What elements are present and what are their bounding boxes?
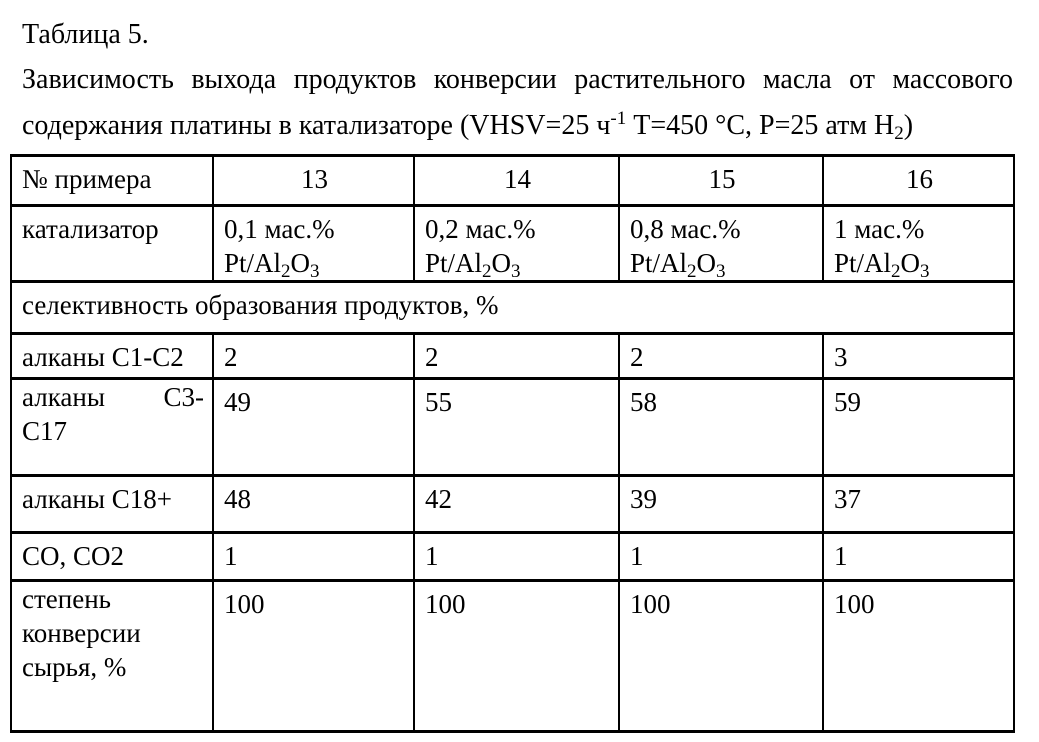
results-table — [10, 154, 1015, 733]
value-cell: 48 — [213, 476, 414, 533]
formula-part: Pt/Al — [425, 248, 483, 278]
formula-part: O — [900, 248, 921, 278]
row-label-example-number: № примера — [11, 156, 213, 206]
table-row-catalyst — [11, 206, 1014, 282]
row-label-co-co2: CO, CO2 — [11, 533, 213, 581]
value-cell: 59 — [823, 379, 1014, 476]
example-number-cell: 16 — [823, 156, 1014, 206]
table-row-alkanes-c3-c17 — [11, 379, 1014, 476]
value-cell: 42 — [414, 476, 619, 533]
value-cell: 2 — [213, 334, 414, 379]
catalyst-amount: 0,8 мас.% — [630, 214, 741, 244]
catalyst-amount: 0,2 мас.% — [425, 214, 536, 244]
value-cell: 2 — [619, 334, 823, 379]
table-row-alkanes-c1-c2 — [11, 334, 1014, 379]
label-line: C17 — [22, 416, 68, 446]
value-cell: 58 — [619, 379, 823, 476]
catalyst-formula — [425, 246, 610, 280]
caption-text-part: ) — [903, 110, 914, 141]
value-cell: 3 — [823, 334, 1014, 379]
formula-subscript: 3 — [310, 261, 320, 282]
formula-part: Pt/Al — [630, 248, 688, 278]
example-number-cell: 15 — [619, 156, 823, 206]
catalyst-formula — [224, 246, 405, 280]
table-row-alkanes-c18plus — [11, 476, 1014, 533]
label-line: сырья, % — [22, 652, 127, 682]
label-line-justified — [22, 380, 204, 414]
formula-subscript: 3 — [511, 261, 521, 282]
label-word: алканы — [22, 382, 105, 412]
table-row-co-co2 — [11, 533, 1014, 581]
value-cell: 39 — [619, 476, 823, 533]
value-cell: 1 — [213, 533, 414, 581]
table-row-section-header — [11, 282, 1014, 334]
table-row-conversion-degree — [11, 581, 1014, 732]
example-number-cell: 14 — [414, 156, 619, 206]
caption-text-part: содержания платины в катализаторе (VHSV=25 ч — [22, 110, 611, 141]
section-header-cell: селективность образования продуктов, % — [11, 282, 1014, 334]
formula-part: O — [696, 248, 717, 278]
formula-subscript: 2 — [891, 261, 901, 282]
value-cell: 100 — [619, 581, 823, 732]
formula-subscript: 3 — [716, 261, 726, 282]
value-cell: 100 — [213, 581, 414, 732]
value-cell: 1 — [619, 533, 823, 581]
formula-part: Pt/Al — [224, 248, 282, 278]
row-label-conversion-degree — [11, 581, 213, 732]
catalyst-amount: 0,1 мас.% — [224, 214, 335, 244]
example-number-cell: 13 — [213, 156, 414, 206]
table-caption-line-2 — [22, 107, 1015, 145]
catalyst-formula — [630, 246, 814, 280]
row-label-catalyst: катализатор — [11, 206, 213, 282]
row-label-alkanes-c1-c2: алканы C1-C2 — [11, 334, 213, 379]
formula-part: O — [290, 248, 311, 278]
table-title: Таблица 5. — [22, 19, 149, 50]
value-cell: 100 — [414, 581, 619, 732]
value-cell: 1 — [414, 533, 619, 581]
table-row-example-numbers — [11, 156, 1014, 206]
formula-subscript: 2 — [281, 261, 291, 282]
catalyst-cell — [619, 206, 823, 282]
row-label-alkanes-c18plus: алканы C18+ — [11, 476, 213, 533]
table-caption-line-1: Зависимость выхода продуктов конверсии растительного масла от массового — [22, 64, 1013, 95]
formula-part: Pt/Al — [834, 248, 892, 278]
catalyst-cell — [213, 206, 414, 282]
catalyst-cell — [414, 206, 619, 282]
caption-subscript: 2 — [894, 123, 904, 144]
label-line: степень — [22, 584, 111, 614]
value-cell: 37 — [823, 476, 1014, 533]
formula-subscript: 2 — [687, 261, 697, 282]
value-cell: 1 — [823, 533, 1014, 581]
value-cell: 49 — [213, 379, 414, 476]
formula-part: O — [491, 248, 512, 278]
formula-subscript: 3 — [920, 261, 930, 282]
label-line: конверсии — [22, 618, 141, 648]
formula-subscript: 2 — [482, 261, 492, 282]
caption-superscript: -1 — [610, 108, 627, 129]
value-cell: 55 — [414, 379, 619, 476]
label-word: C3- — [163, 382, 204, 412]
catalyst-cell — [823, 206, 1014, 282]
row-label-alkanes-c3-c17 — [11, 379, 213, 476]
value-cell: 100 — [823, 581, 1014, 732]
catalyst-amount: 1 мас.% — [834, 214, 925, 244]
catalyst-formula — [834, 246, 1005, 280]
caption-text-part: T=450 °C, P=25 атм H — [626, 110, 895, 141]
value-cell: 2 — [414, 334, 619, 379]
